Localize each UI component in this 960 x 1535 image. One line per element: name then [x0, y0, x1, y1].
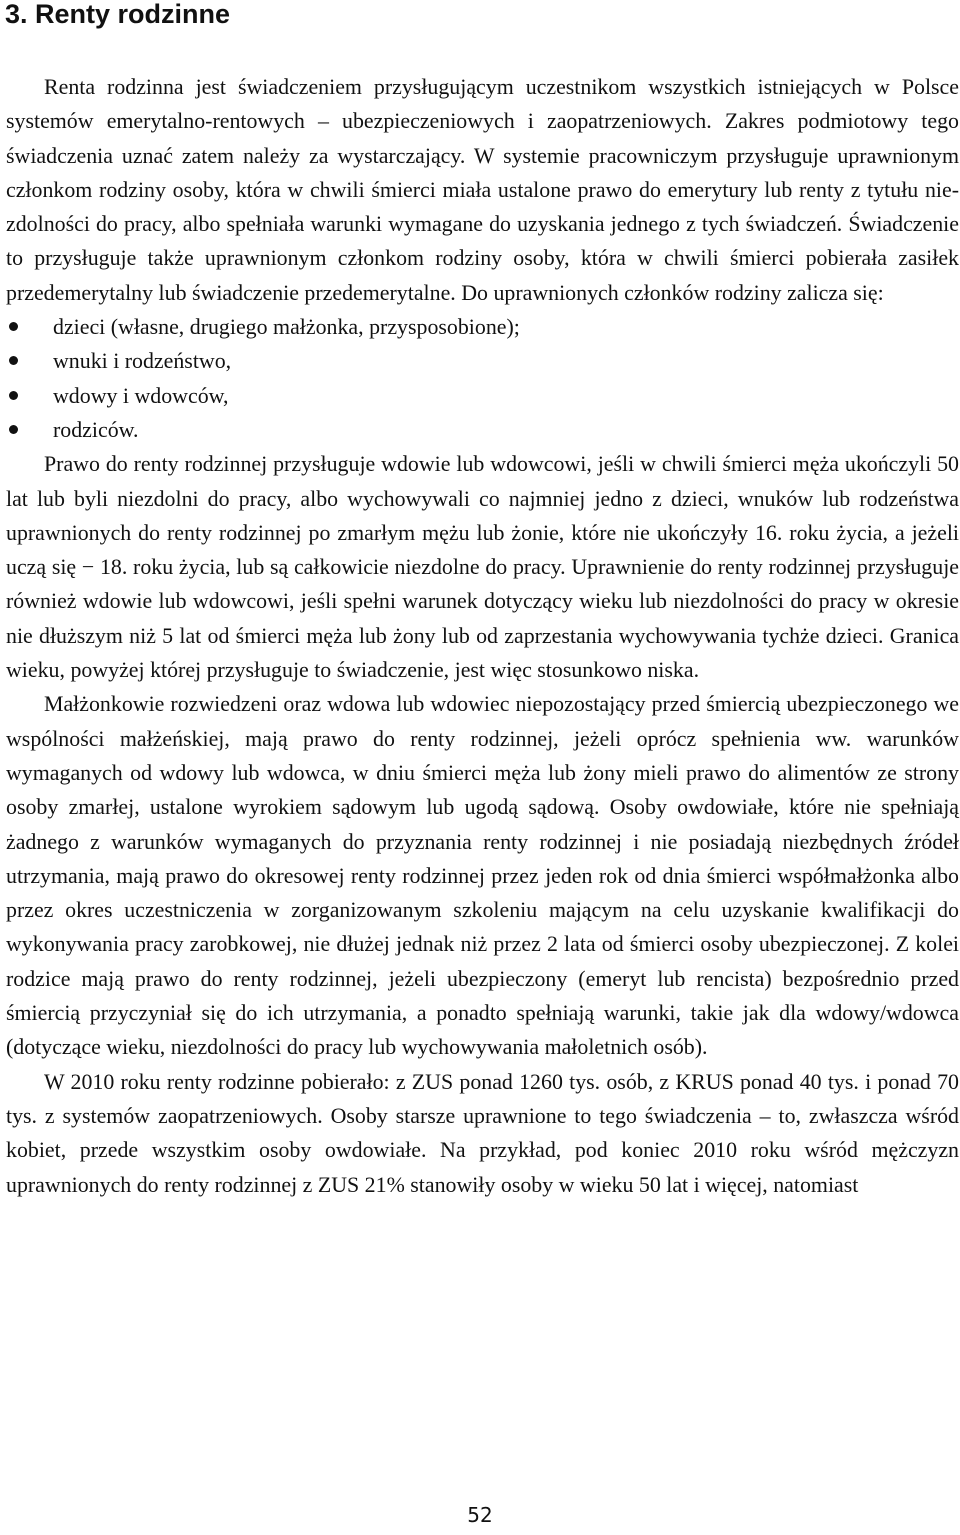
bullet-list-family-members — [6, 310, 959, 447]
list-item: dzieci (własne, drugiego małżonka, przysposobione); — [6, 310, 959, 344]
section-heading: 3. Renty rodzinne — [5, 0, 231, 29]
list-item: rodziców. — [6, 413, 959, 447]
list-item: wdowy i wdowców, — [6, 379, 959, 413]
page-number: 52 — [467, 1503, 493, 1527]
body-text — [6, 70, 959, 1202]
paragraph-widow-rights: Prawo do renty rodzinnej przysługuje wdowie lub wdowcowi, jeśli w chwili śmierci męża ukończyli 50 lat lub byli niezdolni do pracy, albo wychowywali co najmniej jedno z dzieci, wnuków lub rodzeństwa uprawnionych do renty rodzinnej po zmarłym mężu lub żonie, które nie ukończyły 16. roku życia, a jeżeli uczą się − 18. roku życia, lub są całkowicie niezdolne do pracy. Uprawnienie do renty rodzinnej przysługuje również wdowie lub wdowcowi, jeśli spełni warunek dotyczący wieku lub niezdolności do pracy w okresie nie dłuższym niż 5 lat od śmierci męża lub żony lub od zaprzestania wychowywania tychże dzieci. Granica wieku, powyżej której przysługuje to świadczenie, jest więc stosunkowo niska. — [6, 451, 959, 683]
paragraph-intro: Renta rodzinna jest świadczeniem przysługującym uczestnikom wszystkich istniejących w Polsce systemów emerytalno-rentowych – ubezpieczeniowych i zaopatrzeniowych. Zakres podmiotowy tego świadczenia uznać zatem należy za wystarczający. W systemie pracowniczym przysługuje uprawnionym członkom rodziny osoby, która w chwili śmierci miała ustalone prawo do emerytury lub renty z tytułu nie-zdolności do pracy, albo spełniała warunki wymagane do uzyskania jednego z tych świadczeń. Świadczenie to przysługuje także uprawnionym członkom rodziny osoby, która w chwili śmierci pobierała zasiłek przedemerytalny lub świadczenie przedemerytalne. Do uprawnionych członków rodziny zalicza się: — [6, 74, 959, 305]
list-item: wnuki i rodzeństwo, — [6, 344, 959, 378]
paragraph-divorced-spouses: Małżonkowie rozwiedzeni oraz wdowa lub wdowiec niepozostający przed śmiercią ubezpieczonego we wspólności małżeńskiej, mają prawo do renty rodzinnej, jeżeli oprócz spełnienia ww. warunków wymaganych od wdowy lub wdowca, w dniu śmierci męża lub żony mieli prawo do alimentów ze strony osoby zmarłej, ustalone wyrokiem sądowym lub ugodą sądową. Osoby owdowiałe, które nie spełniają żadnego z warunków wymaganych do przyznania renty rodzinnej i nie posiadają niezbędnych źródeł utrzymania, mają prawo do okresowej renty rodzinnej przez jeden rok od dnia śmierci współmałżonka albo przez okres uczestniczenia w zorganizowanym szkoleniu mającym na celu uzyskanie kwalifikacji do wykonywania pracy zarobkowej, nie dłużej jednak niż przez 2 lata od śmierci osoby ubezpieczonej. Z kolei rodzice mają prawo do renty rodzinnej, jeżeli ubezpieczony (emeryt lub rencista) bezpośrednio przed śmiercią przyczyniał się do ich utrzymania, a ponadto spełniają warunki, takie jak dla wdowy/wdowca (dotyczące wieku, niezdolności do pracy lub wychowywania małoletnich osób). — [6, 691, 959, 1060]
paragraph-statistics-2010: W 2010 roku renty rodzinne pobierało: z ZUS ponad 1260 tys. osób, z KRUS ponad 40 tys. i ponad 70 tys. z systemów zaopatrzeniowych. Osoby starsze uprawnione to tego świadczenia – to, zwłaszcza wśród kobiet, przede wszystkim osoby owdowiałe. Na przykład, pod koniec 2010 roku wśród mężczyzn uprawnionych do renty rodzinnej z ZUS 21% stanowiły osoby w wieku 50 lat i więcej, natomiast — [6, 1068, 959, 1197]
